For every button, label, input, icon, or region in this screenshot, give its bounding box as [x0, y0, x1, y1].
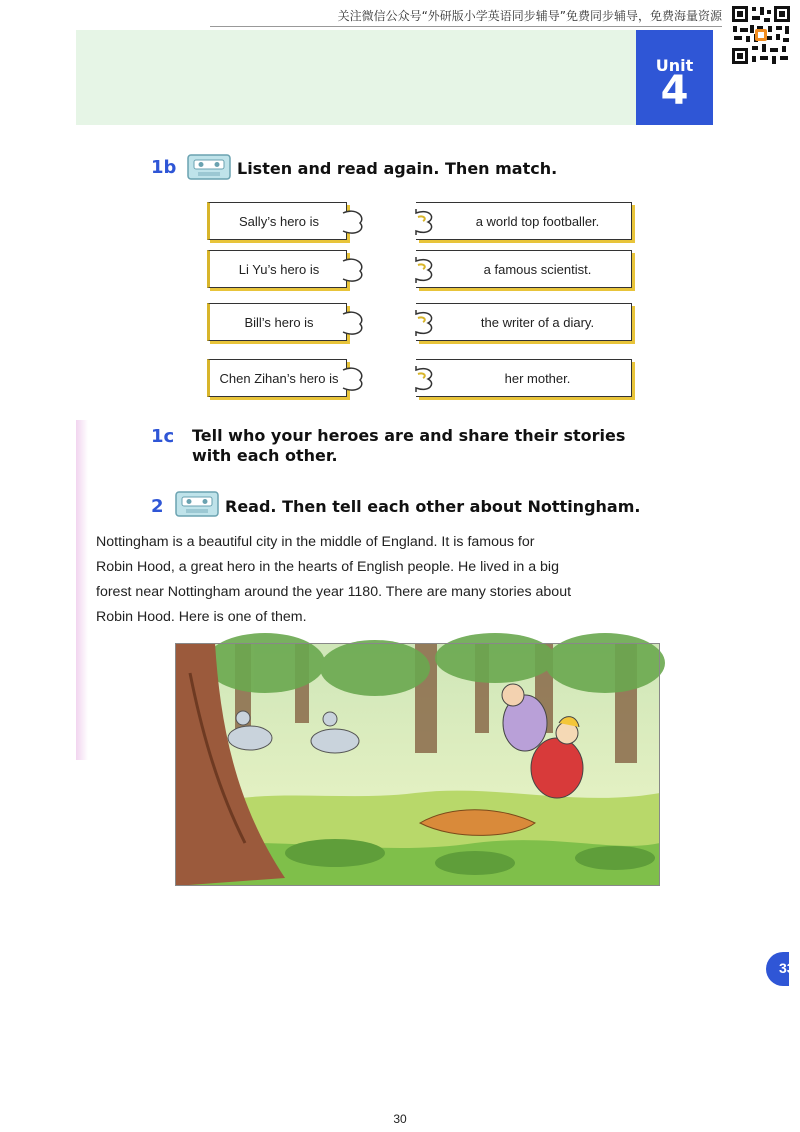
unit-number: 4 — [660, 68, 689, 114]
exercise-1c-number: 1c — [151, 426, 175, 447]
match-left-3-text: Bill’s hero is — [244, 314, 314, 330]
cassette-icon — [174, 489, 220, 519]
match-right-4-text: her mother. — [504, 370, 571, 386]
qr-code-icon — [730, 4, 792, 66]
match-left-2[interactable] — [207, 250, 347, 288]
exercise-1b-title: Listen and read again. Then match. — [237, 159, 558, 178]
puzzle-socket — [404, 309, 438, 337]
exercise-1c-title-line1: Tell who your heroes are and share their stories — [192, 426, 626, 445]
robin-hood-forest-illustration — [175, 643, 660, 886]
reading-line-3: forest near Nottingham around the year 1180. There are many stories about — [96, 584, 572, 600]
match-left-1[interactable] — [207, 202, 347, 240]
puzzle-knob — [342, 310, 364, 336]
puzzle-knob — [342, 209, 364, 235]
puzzle-knob — [342, 366, 364, 392]
reading-line-4: Robin Hood. Here is one of them. — [96, 609, 307, 625]
match-right-3[interactable] — [416, 303, 632, 341]
match-right-1-text: a world top footballer. — [475, 213, 600, 229]
exercise-2-number: 2 — [151, 496, 164, 517]
match-left-2-text: Li Yu’s hero is — [238, 261, 320, 277]
unit-tab — [636, 30, 713, 125]
match-left-3[interactable] — [207, 303, 347, 341]
book-page-number-tab — [766, 952, 795, 986]
reading-line-2: Robin Hood, a great hero in the hearts of English people. He lived in a big — [96, 559, 559, 575]
match-right-2-text: a famous scientist. — [483, 261, 592, 277]
match-left-4-text: Chen Zihan’s hero is — [219, 370, 339, 386]
match-right-4[interactable] — [416, 359, 632, 397]
page-number: 30 — [393, 1112, 407, 1126]
book-page-number: 33 — [779, 960, 795, 976]
header-band — [76, 30, 636, 125]
exercise-2-title: Read. Then tell each other about Nottingham. — [225, 497, 641, 516]
unit-label: Unit — [655, 56, 694, 75]
match-right-1[interactable] — [416, 202, 632, 240]
reading-line-1: Nottingham is a beautiful city in the middle of England. It is famous for — [96, 534, 535, 550]
puzzle-socket — [404, 365, 438, 393]
exercise-1c-title-line2: with each other. — [192, 446, 338, 465]
puzzle-knob — [342, 257, 364, 283]
match-left-1-text: Sally’s hero is — [239, 213, 319, 229]
puzzle-socket — [404, 256, 438, 284]
margin-decoration — [76, 420, 88, 760]
exercise-1b-number: 1b — [151, 157, 177, 178]
match-left-4[interactable] — [207, 359, 347, 397]
notice-divider — [210, 26, 722, 27]
notice-bar — [0, 0, 800, 30]
cassette-icon — [186, 152, 232, 182]
reading-passage — [96, 530, 676, 630]
match-right-2[interactable] — [416, 250, 632, 288]
puzzle-socket — [404, 208, 438, 236]
notice-text: 关注微信公众号“外研版小学英语同步辅导”免费同步辅导，免费海量资源 — [337, 9, 722, 23]
match-right-3-text: the writer of a diary. — [480, 314, 595, 330]
